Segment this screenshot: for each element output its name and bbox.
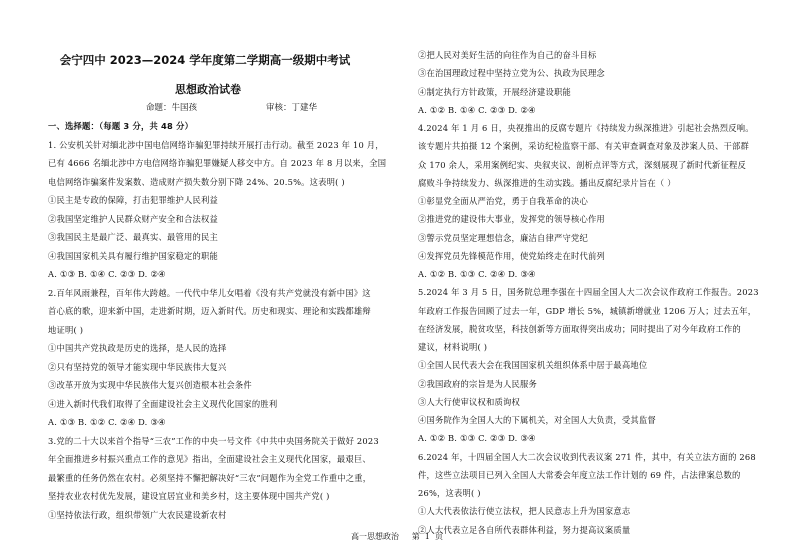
right-text-line: A. ①② B. ①③ C. ②④ D. ③④ [418,269,536,279]
left-text-line: ④进入新时代我们取得了全面建设社会主义现代化国家的胜利 [48,398,278,409]
exam-subtitle: 思想政治试卷 [175,83,241,96]
right-text-line: ③人大行使审议权和质询权 [418,396,520,407]
left-text-line: 1. 公安机关针对缅北涉中国电信网络诈骗犯罪持续开展打击行动。截至 2023 年 10 月， [48,139,384,150]
right-text-line: 建议，材料说明( ) [418,342,488,352]
left-text-line: ①坚持依法行政，组织带领广大农民建设新农村 [48,509,227,520]
left-text-line: 2.百年风雨兼程，百年伟大跨越。一代代中华儿女唱着《没有共产党就没有新中国》这 [48,287,371,298]
left-text-line: ①民主是专政的保障，打击犯罪维护人民利益 [48,195,218,205]
left-column [48,0,393,530]
right-text-line: A. ①② B. ①④ C. ②③ D. ②④ [418,104,536,115]
left-text-line: 3.党的二十大以来首个指导“三农”工作的中央一号文件《中共中央国务院关于做好 2023 [48,435,379,446]
right-text-line: ④国务院作为全国人大的下属机关，对全国人大负责，受其监督 [418,415,656,425]
right-text-line: ④制定执行方针政策，开展经济建设职能 [418,86,571,97]
right-text-line: 在经济发展，脱贫攻坚，科技创新等方面取得突出成功；同时提出了对今年政府工作的 [418,323,741,334]
page-footer: 高一思想政治 第 1 页 [351,532,443,541]
left-text-line: 最繁重的任务仍然在农村。必须坚持不懈把解决好“三农”问题作为全党工作重中之重， [48,472,372,483]
left-text-line: 坚持农业农村优先发展，建设宜居宜业和美乡村，这主要体现中国共产党( ) [48,491,330,501]
right-text-line: ②人大代表立足各自所代表群体利益，努力提高议案质量 [418,524,631,535]
left-text-line: ④我国国家机关具有履行维护国家稳定的职能 [48,250,218,261]
right-text-line: 件，这些立法项目已列入全国人大常委会年度立法工作计划的 69 件，占法律案总数的 [418,469,741,480]
right-text-line: 6.2024 年，十四届全国人大二次会议收到代表议案 271 件，其中，有关立法方面的 268 [418,451,756,462]
left-text-line: 一、选择题：（每题 3 分，共 48 分） [48,121,194,131]
right-text-line: 该专题片共拍摄 12 个案例，采访纪检监察干部、有关审查调查对象及涉案人员、干部群 [418,141,750,152]
left-text-line: 已有 4666 名缅北涉中方电信网络诈骗犯罪嫌疑人移交中方。自 2023 年 8 月以来，全国 [48,158,387,168]
right-column [418,0,770,535]
right-text-line: 26%，这表明( ) [418,488,481,498]
right-text-line: 4.2024 年 1 月 6 日，央视推出的反腐专题片《持续发力纵深推进》引起社会热烈反响。 [418,123,754,133]
left-text-line: ③我国民主是最广泛、最真实、最管用的民主 [48,232,218,242]
right-text-line: ③在治国理政过程中坚持立党为公、执政为民理念 [418,68,605,79]
author-label: 命题：牛国孩 [146,103,198,113]
right-text-line: ①彰显党全面从严治党，勇于自我革命的决心 [418,196,588,206]
exam-title: 会宁四中 2023—2024 学年度第二学期高一级期中考试 [59,53,351,67]
right-text-line: ②把人民对美好生活的向往作为自己的奋斗目标 [418,50,597,60]
left-text-line: A. ①③ B. ①② C. ②④ D. ③④ [48,417,166,427]
right-text-line: 腐败斗争持续发力、纵深推进的生动实践。播出反腐纪录片旨在（ ） [418,177,676,188]
right-text-line: ②推进党的建设伟大事业，发挥党的领导核心作用 [418,214,605,225]
left-text-line: 年全面推进乡村振兴重点工作的意见》指出，全面建设社会主义现代化国家，最艰巨、 [48,454,371,464]
right-text-line: ③警示党员坚定理想信念，廉洁自律严守党纪 [418,232,588,243]
right-text-line: ①全国人民代表大会在我国国家机关组织体系中居于最高地位 [418,360,648,371]
left-text-line: 地证明( ) [48,324,84,335]
right-text-line: ②我国政府的宗旨是为人民服务 [418,378,537,389]
left-text-line: ②只有坚持党的领导才能实现中华民族伟大复兴 [48,361,227,372]
right-text-line: 年政府工作报告回顾了过去一年，GDP 增长 5%，城镇新增就业 1206 万人；过去五年， [418,305,757,316]
left-text-line: 电信网络诈骗案件发案数、造成财产损失数分别下降 24%、20.5%。这表明( ) [48,176,345,187]
left-text-line: ②我国坚定维护人民群众财产安全和合法权益 [48,213,218,224]
left-text-line: A. ①③ B. ①④ C. ②③ D. ②④ [48,269,166,279]
right-text-line: A. ①② B. ①③ C. ②③ D. ③④ [418,433,536,444]
right-text-line: 众 170 余人，采用案例纪实、央叙夹议、剖析点评等方式，深刻展现了新时代新征程反 [418,159,747,170]
right-text-line: 5.2024 年 3 月 5 日，国务院总理李强在十四届全国人大二次会议作政府工作报告。2023 [418,287,759,298]
left-text-line: ①中国共产党执政是历史的选择，是人民的选择 [48,343,227,353]
left-text-line: ③改革开放为实现中华民族伟大复兴创造根本社会条件 [48,380,252,390]
left-text-line: 首心底的歌，迎来新中国，走进新时期，迈入新时代。历史和现实、理论和实践都雄辩 [48,306,371,316]
right-text-line: ④发挥党员先锋模范作用，使党始终走在时代前列 [418,250,605,261]
reviewer-label: 审核：丁建华 [266,103,318,113]
right-text-line: ①人大代表依法行使立法权，把人民意志上升为国家意志 [418,506,631,517]
